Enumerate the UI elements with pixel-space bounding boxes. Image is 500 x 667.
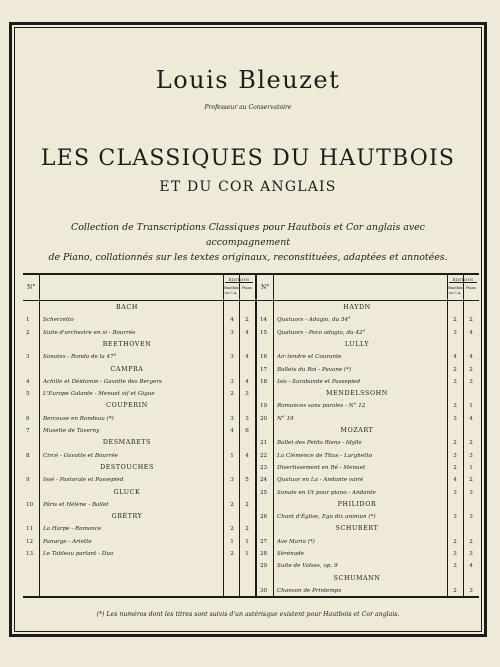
- part-count: 3: [453, 551, 457, 557]
- part-count: 3: [230, 329, 234, 336]
- piece-title: Ave Maria (*): [277, 538, 315, 545]
- part-count: 4: [230, 428, 234, 434]
- piece-title: Quatuor en La - Andante varié: [277, 477, 364, 484]
- part-count: 3: [453, 563, 457, 570]
- piano-count: 3: [469, 551, 473, 557]
- table-header: [23, 275, 255, 301]
- piece-number: 15: [260, 329, 268, 336]
- table-row: [23, 414, 255, 424]
- composer-name: MENDELSSOHN: [326, 390, 388, 398]
- piece-number: 14: [260, 317, 268, 324]
- piece-title: Romances sans paroles - N° 12: [277, 403, 366, 410]
- piece-title: Issé - Pastorale et Passepied: [43, 477, 124, 484]
- piece-title: Le Tableau parlant - Duo: [43, 551, 114, 557]
- piece-title: Achille et Déidamie - Gavotte des Bergers: [43, 378, 162, 385]
- table-header: [257, 275, 479, 301]
- part-count: 3: [453, 489, 457, 496]
- number-header: N°: [27, 284, 36, 291]
- table-row: [23, 500, 255, 510]
- piece-number: 26: [260, 514, 268, 521]
- piece-title: Chant d'Église, Ego dix unimun (*): [277, 514, 376, 521]
- part-count: 2: [453, 366, 457, 373]
- table-row: [257, 377, 479, 387]
- piano-header: Piano: [242, 286, 252, 290]
- table-row: [23, 426, 255, 436]
- description-line: Collection de Transcriptions Classiques pour Hautbois et Cor anglais avec accompagnement: [71, 222, 425, 248]
- piece-title: Suite d'orchestre en si - Bourrée: [43, 329, 136, 336]
- table-row: [257, 352, 479, 362]
- part-count: 2: [453, 538, 457, 545]
- piece-number: 16: [260, 354, 268, 361]
- piano-count: 6: [245, 428, 249, 434]
- table-row: [257, 365, 479, 375]
- piece-number: 10: [26, 501, 34, 508]
- table-row: [257, 537, 479, 547]
- table-row: [23, 475, 255, 485]
- piano-count: 2: [469, 317, 473, 324]
- piece-number: 18: [260, 378, 268, 385]
- composer-name: DESTOUCHES: [100, 463, 154, 471]
- piece-number: 12: [26, 538, 34, 545]
- table-row: [257, 512, 479, 522]
- table-row: [257, 315, 479, 325]
- piece-title: L'Europe Galante - Menuet vif et Gigue: [43, 391, 155, 398]
- piece-title: Suite de Valses, op. 9: [277, 563, 338, 570]
- composer-heading: [23, 512, 255, 522]
- composer-heading: [257, 303, 479, 313]
- piece-number: 7: [26, 428, 30, 434]
- piece-title: La Harpe - Romance: [43, 526, 102, 533]
- part-count: 3: [230, 378, 234, 385]
- author-name: Louis Bleuzet: [155, 66, 341, 94]
- part-count: 3: [230, 477, 234, 484]
- table-row: [257, 475, 479, 485]
- part-count: 2: [453, 440, 457, 447]
- composer-name: SCHUBERT: [335, 525, 379, 533]
- table-row: [257, 438, 479, 448]
- piece-title: Scherzetto: [43, 317, 74, 324]
- composer-name: BACH: [116, 304, 138, 311]
- piano-count: 4: [245, 452, 249, 459]
- table-row: [257, 451, 479, 461]
- piece-number: 29: [260, 563, 268, 570]
- composer-name: COUPERIN: [106, 402, 148, 410]
- piece-number: 8: [26, 452, 30, 459]
- piece-number: 4: [26, 378, 30, 385]
- piano-count: 1: [469, 403, 473, 410]
- piece-number: 30: [260, 587, 268, 594]
- piece-number: 3: [26, 354, 30, 361]
- table-row: [23, 537, 255, 547]
- piano-count: 5: [245, 477, 249, 484]
- piece-title: Musette de Taverny: [43, 428, 100, 434]
- edition-header: ÉDITION: [449, 277, 477, 284]
- composer-heading: [257, 340, 479, 350]
- part-count: 3: [453, 403, 457, 410]
- composer-heading: [23, 303, 255, 313]
- part-count: 3: [453, 452, 457, 459]
- piece-title: Sonates - Rondo de la 47°: [43, 354, 117, 361]
- part-count: 3: [453, 329, 457, 336]
- piece-number: 24: [260, 477, 268, 484]
- piano-header: Piano: [466, 286, 476, 290]
- table-row: [23, 315, 255, 325]
- composer-name: PHILIDOR: [337, 500, 377, 508]
- table-row: [257, 549, 479, 559]
- part-count: 2: [230, 391, 234, 398]
- composer-heading: [23, 438, 255, 448]
- part-count: 3: [230, 354, 234, 361]
- inner-frame: [14, 27, 482, 632]
- collection-title: LES CLASSIQUES DU HAUTBOIS: [40, 146, 456, 171]
- piece-title: La Clémence de Titus - Larghetto: [277, 452, 373, 459]
- table-column-left: [23, 275, 257, 596]
- piano-count: 3: [245, 391, 249, 398]
- piece-number: 5: [26, 391, 30, 398]
- piano-count: 4: [245, 378, 249, 385]
- contents-table: [23, 273, 479, 598]
- piece-number: 6: [26, 415, 30, 422]
- part-count: 2: [453, 464, 457, 471]
- composer-name: LULLY: [344, 340, 370, 348]
- part-count: 3: [453, 415, 457, 422]
- table-column-right: [257, 275, 479, 596]
- piece-number: 23: [260, 464, 268, 471]
- piece-title: Circé - Gavotte et Bourrée: [43, 452, 118, 459]
- part-count: 4: [230, 317, 234, 324]
- table-row: [257, 586, 479, 596]
- table-row: [257, 561, 479, 571]
- composer-name: DESMARETS: [102, 439, 152, 447]
- part-count: 4: [453, 477, 457, 484]
- piano-count: 4: [469, 329, 473, 336]
- piece-title: Panurge - Ariette: [43, 538, 92, 545]
- piano-count: 4: [245, 329, 249, 336]
- piano-count: 2: [469, 477, 473, 484]
- piece-number: 28: [260, 551, 268, 557]
- table-row: [23, 352, 255, 362]
- composer-name: SCHUMANN: [333, 574, 381, 582]
- composer-heading: [23, 340, 255, 350]
- composer-name: BEETHOVEN: [102, 340, 152, 348]
- piece-title: Sérénade: [277, 551, 304, 557]
- piano-count: 3: [469, 378, 473, 385]
- table-row: [257, 328, 479, 338]
- piece-number: 25: [260, 489, 268, 496]
- part-count: 1: [230, 538, 234, 545]
- piece-number: 21: [260, 440, 268, 447]
- number-header: N°: [261, 284, 270, 291]
- part-count: 1: [230, 452, 234, 459]
- table-row: [257, 463, 479, 473]
- part-count: 2: [230, 526, 234, 533]
- piece-title: Sonate en Ut pour piano - Andante: [277, 489, 376, 496]
- composer-heading: [257, 426, 479, 436]
- piece-number: 9: [26, 477, 30, 484]
- table-row: [257, 488, 479, 498]
- piece-title: Divertissement en Ré - Menuet: [277, 464, 366, 471]
- part-count: 3: [453, 378, 457, 385]
- part-count: 4: [453, 354, 457, 361]
- composer-name: GRÉTRY: [111, 513, 143, 521]
- piece-number: 27: [260, 538, 268, 545]
- collection-subtitle: ET DU COR ANGLAIS: [159, 179, 337, 195]
- composer-name: HAYDN: [343, 304, 371, 311]
- table-row: [23, 451, 255, 461]
- piano-count: 2: [469, 538, 473, 545]
- piece-title: Quatuors - Poco adagio, du 42°: [277, 329, 366, 336]
- piano-count: 4: [469, 415, 473, 422]
- description-line: de Piano, collationnés sur les textes originaux, reconstituées, adaptées et annotées.: [48, 252, 448, 263]
- author-role: Professeur au Conservatoire: [204, 104, 292, 111]
- composer-heading: [257, 389, 479, 399]
- part-count: 3: [453, 514, 457, 521]
- piano-count: 1: [245, 551, 249, 557]
- title-page: [9, 22, 487, 637]
- composer-heading: [257, 574, 479, 584]
- piano-count: 2: [245, 501, 249, 508]
- piece-title: Ballet des Petits Riens - Idylle: [277, 440, 362, 447]
- composer-name: CAMPRA: [110, 365, 144, 373]
- piano-count: 4: [245, 354, 249, 361]
- piano-count: 2: [469, 366, 473, 373]
- piece-number: 11: [26, 526, 34, 533]
- piece-number: 2: [26, 329, 30, 336]
- composer-name: MOZART: [340, 427, 374, 434]
- piece-number: 22: [260, 452, 268, 459]
- piece-title: Quatuors - Adagio, du 54°: [277, 317, 351, 324]
- part-count: 2: [453, 587, 457, 594]
- piano-count: 4: [469, 563, 473, 570]
- collection-description: [31, 220, 465, 265]
- table-row: [257, 401, 479, 411]
- piece-title: Pâris et Hélène - Ballet: [43, 501, 109, 508]
- piano-count: 4: [469, 354, 473, 361]
- composer-name: GLUCK: [113, 488, 141, 496]
- part-count: 2: [453, 317, 457, 324]
- piece-number: 1: [26, 317, 30, 324]
- piece-number: 13: [26, 551, 34, 557]
- piece-title: N° 19: [277, 415, 294, 422]
- composer-heading: [257, 524, 479, 534]
- piece-title: Ballets du Roi - Pavane (*): [277, 366, 352, 373]
- table-row: [257, 414, 479, 424]
- part-count: 2: [230, 501, 234, 508]
- piece-title: Berceuse en Rondeau (*): [43, 415, 114, 422]
- composer-heading: [23, 401, 255, 411]
- piece-number: 19: [260, 403, 268, 410]
- piano-count: 3: [469, 514, 473, 521]
- table-row: [23, 524, 255, 534]
- composer-heading: [23, 463, 255, 473]
- composer-heading: [23, 488, 255, 498]
- piece-title: Chanson de Printemps: [277, 587, 342, 594]
- piano-count: 2: [245, 526, 249, 533]
- piano-count: 3: [469, 452, 473, 459]
- piano-count: 1: [469, 464, 473, 471]
- part-count: 3: [230, 415, 234, 422]
- part-header: Hautbois ou C.A.: [224, 286, 241, 295]
- table-row: [23, 389, 255, 399]
- table-row: [23, 328, 255, 338]
- part-header: Hautbois ou C.A.: [448, 286, 465, 295]
- composer-heading: [257, 500, 479, 510]
- piano-count: 2: [245, 317, 249, 324]
- table-row: [23, 549, 255, 559]
- table-row: [23, 377, 255, 387]
- composer-heading: [23, 365, 255, 375]
- piece-title: Air tendre et Courante: [277, 354, 342, 361]
- piano-count: 3: [245, 415, 249, 422]
- piano-count: 3: [469, 587, 473, 594]
- footnote: (*) Les numéros dont les titres sont suivis d'un astérisque existent pour Hautbois et Cor anglais.: [96, 611, 400, 618]
- edition-header: ÉDITION: [225, 277, 253, 284]
- piece-number: 20: [260, 415, 268, 422]
- part-count: 2: [230, 551, 234, 557]
- piano-count: 3: [469, 489, 473, 496]
- piano-count: 2: [469, 440, 473, 447]
- piece-number: 17: [260, 366, 268, 373]
- piece-title: Isis - Sarabande et Passepied: [277, 378, 361, 385]
- piano-count: 1: [245, 538, 249, 545]
